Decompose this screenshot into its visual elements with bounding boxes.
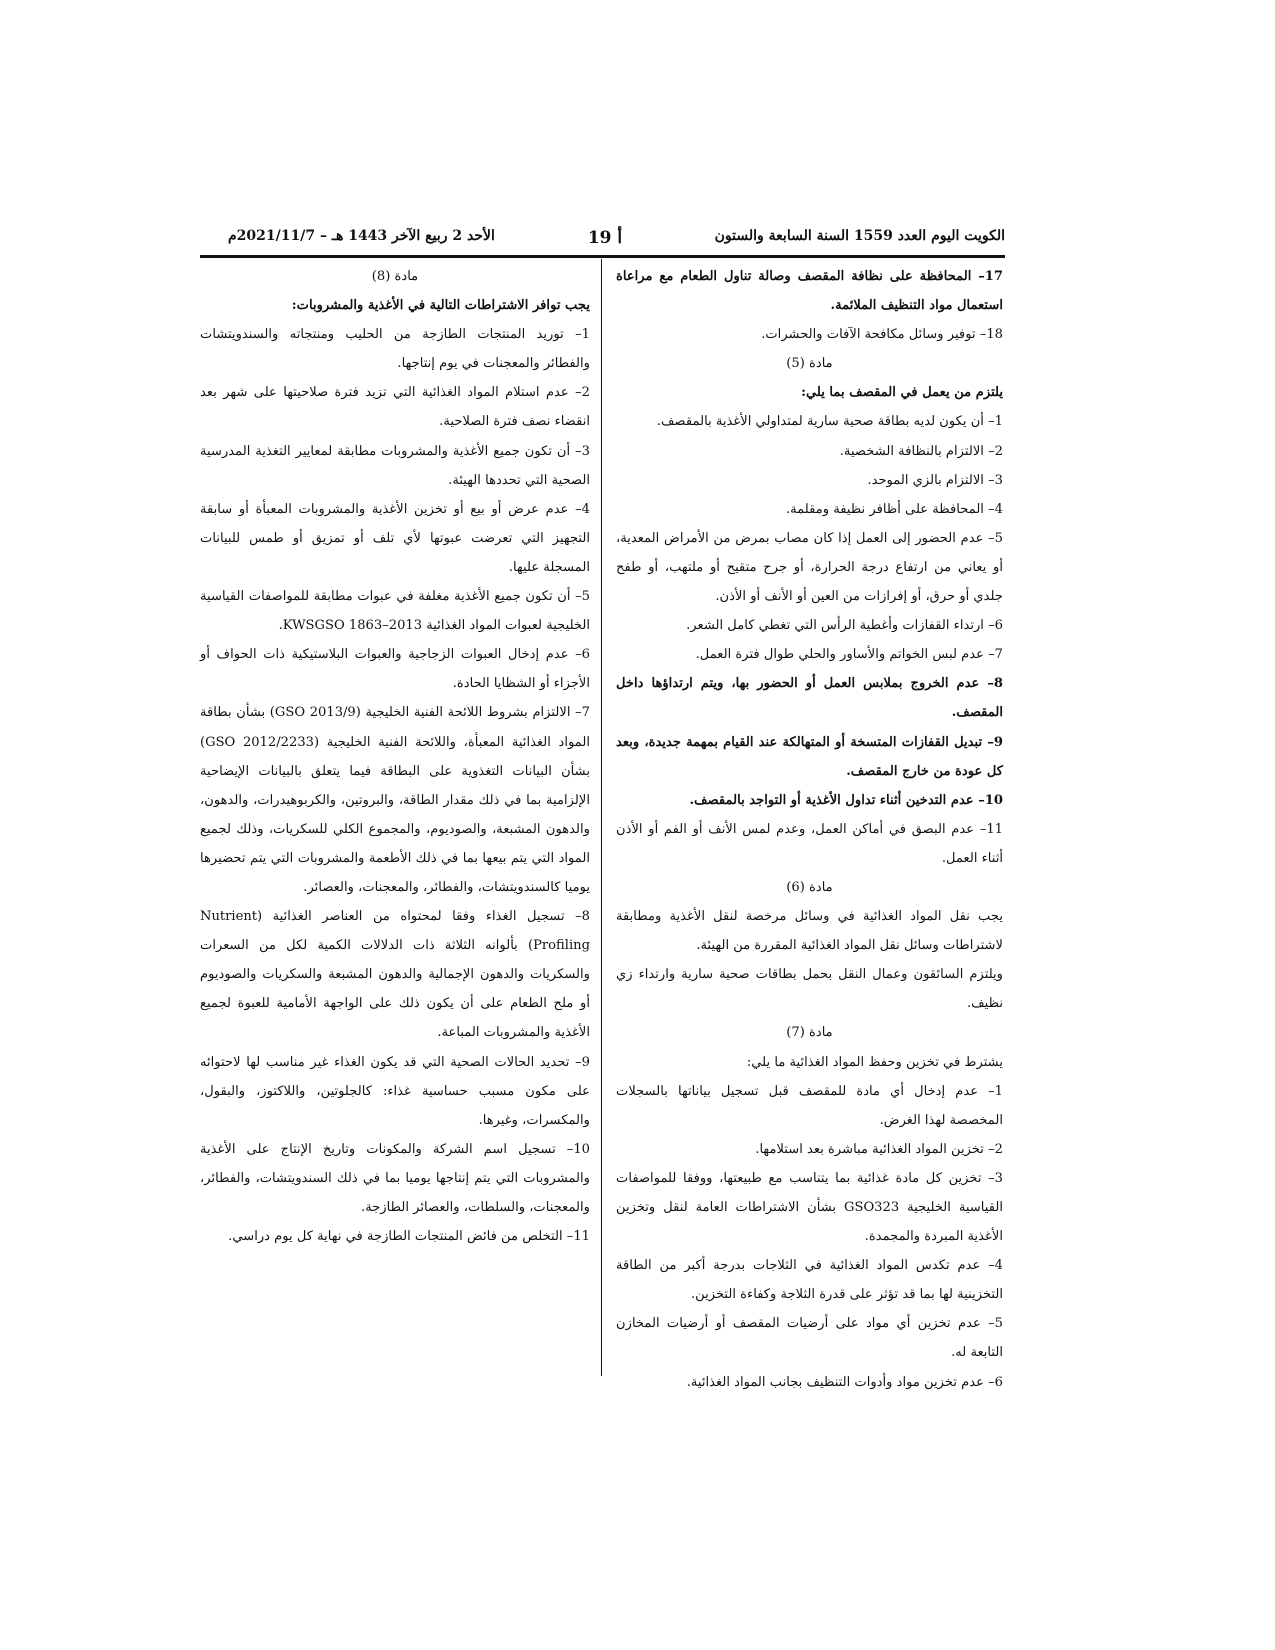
clause-paragraph: 10– تسجيل اسم الشركة والمكونات وتاريخ الإنتاج على الأغذية والمشروبات التي يتم إنتاجها يوميا بما في ذلك السندويتشات، والفطائر، والمعجنات، والسلطات، والعصائر الطازجة. xyxy=(200,1141,590,1215)
clause-paragraph: 11– التخلص من فائض المنتجات الطازجة في نهاية كل يوم دراسي. xyxy=(228,1229,590,1245)
clause-paragraph: 2– عدم استلام المواد الغذائية التي تزيد فترة صلاحيتها على شهر بعد انقضاء نصف فترة الصلاحية. xyxy=(200,385,590,430)
clause-paragraph: 7– عدم لبس الخواتم والأساور والحلي طوال فترة العمل. xyxy=(695,647,1003,663)
clause-paragraph: 6– ارتداء القفازات وأغطية الرأس التي تغطي كامل الشعر. xyxy=(686,618,1003,634)
page-header xyxy=(200,228,1005,254)
clause-paragraph: 1– عدم إدخال أي مادة للمقصف قبل تسجيل بياناتها بالسجلات المخصصة لهذا الغرض. xyxy=(616,1083,1003,1128)
clause-paragraph: يجب نقل المواد الغذائية في وسائل مرخصة لنقل الأغذية ومطابقة لاشتراطات وسائل نقل المواد الغذائية المقررة من الهيئة. xyxy=(616,909,1003,954)
clause-paragraph: 1– توريد المنتجات الطازجة من الحليب ومنتجاته والسندويتشات والفطائر والمعجنات في يوم إنتاجها. xyxy=(200,327,590,372)
clause-paragraph: 3– الالتزام بالزي الموحد. xyxy=(867,472,1003,488)
header-publication: الكويت اليوم العدد 1559 السنة السابعة والستون xyxy=(714,228,1005,244)
clause-paragraph: 4– عدم عرض أو بيع أو تخزين الأغذية والمشروبات المعبأة أو سابقة التجهيز التي تعرضت عبوتها لأي تلف أو تمزيق أو طمس للبيانات المسجلة عليها. xyxy=(200,501,590,575)
clause-paragraph: 4– عدم تكدس المواد الغذائية في الثلاجات بدرجة أكبر من الطاقة التخزينية لها بما قد تؤثر على قدرة الثلاجة وكفاءة التخزين. xyxy=(616,1258,1003,1303)
clause-paragraph: 5– عدم الحضور إلى العمل إذا كان مصاب بمرض من الأمراض المعدية، أو يعاني من ارتفاع درجة الحرارة، أو جرح متقيح أو ملتهب، أو طفح جلدي أو حرق، أو إفرازات من العين أو الأنف أو الأذن. xyxy=(616,530,1003,605)
clause-paragraph: يلتزم من يعمل في المقصف بما يلي: xyxy=(801,385,1003,401)
clause-paragraph: 2– الالتزام بالنظافة الشخصية. xyxy=(839,443,1003,459)
clause-paragraph: 2– تخزين المواد الغذائية مباشرة بعد استلامها. xyxy=(755,1141,1003,1157)
clause-paragraph: يجب توافر الاشتراطات التالية في الأغذية والمشروبات: xyxy=(291,298,590,314)
clause-paragraph: 3– أن تكون جميع الأغذية والمشروبات مطابقة لمعايير التغذية المدرسية الصحية التي تحددها الهيئة. xyxy=(200,443,590,488)
column-divider xyxy=(601,259,602,1376)
header-page-number: أ 19 xyxy=(587,228,623,248)
article-heading: مادة (5) xyxy=(786,356,833,372)
right-column xyxy=(616,262,1003,1397)
clause-paragraph: يشترط في تخزين وحفظ المواد الغذائية ما يلي: xyxy=(746,1054,1003,1070)
clause-paragraph: 5– أن تكون جميع الأغذية مغلفة في عبوات مطابقة للمواصفات القياسية الخليجية لعبوات المواد الغذائية 2013–1863 KWSGSO. xyxy=(200,589,590,634)
clause-paragraph: ويلتزم السائقون وعمال النقل بحمل بطاقات صحية سارية وارتداء زي نظيف. xyxy=(616,967,1003,1012)
clause-paragraph: 7– الالتزام بشروط اللائحة الفنية الخليجية (GSO 2013/9) بشأن بطاقة المواد الغذائية المعبأة، واللائحة الفنية الخليجية (GSO 2012/2233) بشأن البيانات التغذوية على البطاقة فيما يتعلق بالبيانات الإيضاحية الإلزامية بما في ذلك مقدار الطاقة، والبروتين، والكربوهيدرات، والدهون، والدهون المشبعة، والصوديوم، والمجموع الكلي للسكريات، وذلك لجميع المواد التي يتم بيعها بما في ذلك الأطعمة والمشروبات التي يتم تحضيرها يوميا كالسندويتشات، والفطائر، والمعجنات، والعصائر. xyxy=(200,705,590,895)
clause-paragraph: 3– تخزين كل مادة غذائية بما يتناسب مع طبيعتها، ووفقا للمواصفات القياسية الخليجية GSO323 بشأن الاشتراطات العامة لنقل وتخزين الأغذية المبردة والمجمدة. xyxy=(616,1170,1003,1245)
clause-paragraph: 18– توفير وسائل مكافحة الآفات والحشرات. xyxy=(761,327,1003,343)
clause-paragraph: 6– عدم تخزين مواد وأدوات التنظيف بجانب المواد الغذائية. xyxy=(686,1374,1003,1390)
clause-paragraph: 10– عدم التدخين أثناء تداول الأغذية أو التواجد بالمقصف. xyxy=(689,792,1003,808)
article-heading: مادة (7) xyxy=(786,1025,833,1041)
clause-paragraph: 1– أن يكون لديه بطاقة صحية سارية لمتداولي الأغذية بالمقصف. xyxy=(656,414,1003,430)
clause-paragraph: 5– عدم تخزين أي مواد على أرضيات المقصف أو أرضيات المخازن التابعة له. xyxy=(616,1316,1003,1361)
header-rule xyxy=(200,255,1005,258)
clause-paragraph: 6– عدم إدخال العبوات الزجاجية والعبوات البلاستيكية ذات الحواف أو الأجزاء أو الشظايا الحادة. xyxy=(200,647,590,692)
article-heading: مادة (8) xyxy=(371,269,419,284)
clause-paragraph: 9– تحديد الحالات الصحية التي قد يكون الغذاء غير مناسب لها لاحتوائه على مكون مسبب حساسية غذاء: كالجلوتين، واللاكتوز، والبقول، والمكسرات، وغيرها. xyxy=(200,1054,590,1128)
clause-paragraph: 11– عدم البصق في أماكن العمل، وعدم لمس الأنف أو الفم أو الأذن أثناء العمل. xyxy=(616,821,1003,866)
clause-paragraph: 9– تبديل القفازات المتسخة أو المتهالكة عند القيام بمهمة جديدة، وبعد كل عودة من خارج المقصف. xyxy=(616,734,1003,779)
clause-paragraph: 8– تسجيل الغذاء وفقا لمحتواه من العناصر الغذائية (Nutrient Profiling) بألوانه الثلاثة ذات الدلالات الكمية لكل من السعرات والسكريات والدهون الإجمالية والدهون المشبعة والسكريات والصوديوم أو ملح الطعام على أن يكون ذلك على الواجهة الأمامية للعبوة لجميع الأغذية والمشروبات المباعة. xyxy=(200,909,590,1041)
clause-paragraph: 4– المحافظة على أظافر نظيفة ومقلمة. xyxy=(786,501,1003,517)
header-date: الأحد 2 ربيع الآخر 1443 هـ – 2021/11/7م xyxy=(228,228,495,244)
left-column xyxy=(200,262,590,1251)
article-heading: مادة (6) xyxy=(786,879,833,895)
clause-paragraph: 17– المحافظة على نظافة المقصف وصالة تناول الطعام مع مراعاة استعمال مواد التنظيف الملائمة. xyxy=(616,269,1003,314)
clause-paragraph: 8– عدم الخروج بملابس العمل أو الحضور بها، ويتم ارتداؤها داخل المقصف. xyxy=(616,676,1003,721)
